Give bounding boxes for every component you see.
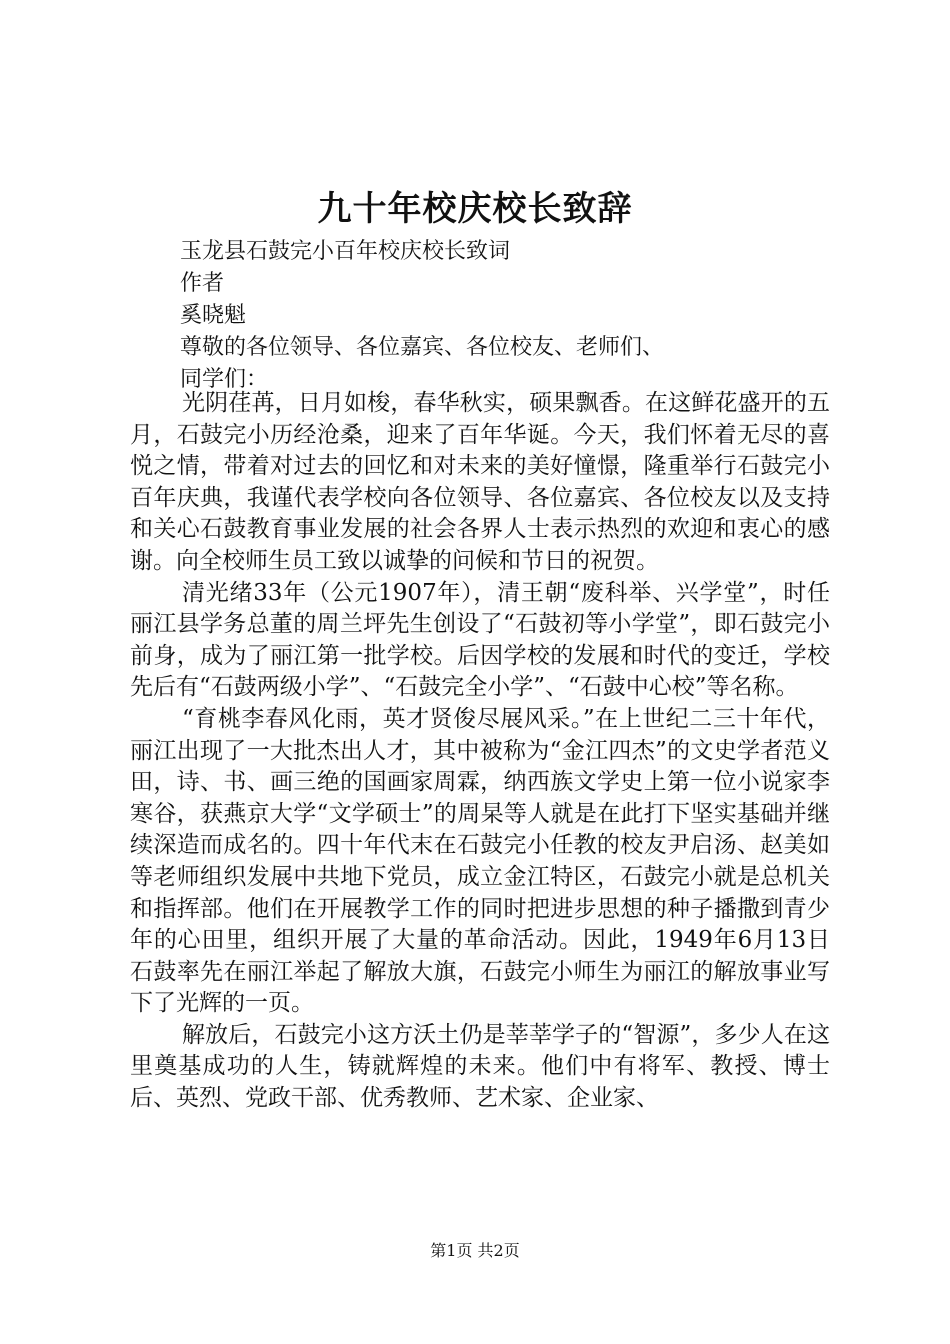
- salutation-line: 同学们：: [180, 367, 269, 392]
- document-title: 九十年校庆校长致辞: [317, 189, 633, 229]
- page-footer: 第1页 共2页: [430, 1241, 520, 1260]
- salutation-line: 尊敬的各位领导、各位嘉宾、各位校友、老师们、: [180, 335, 665, 360]
- paragraph: 解放后，石鼓完小这方沃土仍是莘莘学子的“智源”，多少人在这里奠基成功的人生，铸就辉煌的未来。他们中有将军、教授、博士后、英烈、党政干部、优秀教师、艺术家、企业家、: [130, 1021, 830, 1112]
- document-body: [130, 388, 830, 1115]
- paragraph: 清光绪33年（公元1907年），清王朝“废科举、兴学堂”，时任丽江县学务总董的周兰坪先生创设了“石鼓初等小学堂”，即石鼓完小前身，成为了丽江第一批学校。后因学校的发展和时代的变迁，学校先后有“石鼓两级小学”、“石鼓完全小学”、“石鼓中心校”等名称。: [130, 579, 830, 701]
- author-name: 奚晓魁: [180, 303, 247, 328]
- document-subtitle: 玉龙县石鼓完小百年校庆校长致词: [180, 239, 511, 264]
- paragraph: “育桃李春风化雨，英才贤俊尽展风采。”在上世纪二三十年代，丽江出现了一大批杰出人才，其中被称为“金江四杰”的文史学者范义田，诗、书、画三绝的国画家周霖，纳西族文学史上第一位小说家李寒谷，获燕京大学“文学硕士”的周杲等人就是在此打下坚实基础并继续深造而成名的。四十年代末在石鼓完小任教的校友尹启汤、赵美如等老师组织发展中共地下党员，成立金江特区，石鼓完小就是总机关和指挥部。他们在开展教学工作的同时把进步思想的种子播撒到青少年的心田里，组织开展了大量的革命活动。因此，1949年6月13日石鼓率先在丽江举起了解放大旗，石鼓完小师生为丽江的解放事业写下了光辉的一页。: [130, 705, 830, 1017]
- paragraph: 光阴荏苒，日月如梭，春华秋实，硕果飘香。在这鲜花盛开的五月，石鼓完小历经沧桑，迎来了百年华诞。今天，我们怀着无尽的喜悦之情，带着对过去的回忆和对未来的美好憧憬，隆重举行石鼓完小百年庆典，我谨代表学校向各位领导、各位嘉宾、各位校友以及支持和关心石鼓教育事业发展的社会各界人士表示热烈的欢迎和衷心的感谢。向全校师生员工致以诚挚的问候和节日的祝贺。: [130, 390, 830, 574]
- author-label: 作者: [180, 271, 225, 296]
